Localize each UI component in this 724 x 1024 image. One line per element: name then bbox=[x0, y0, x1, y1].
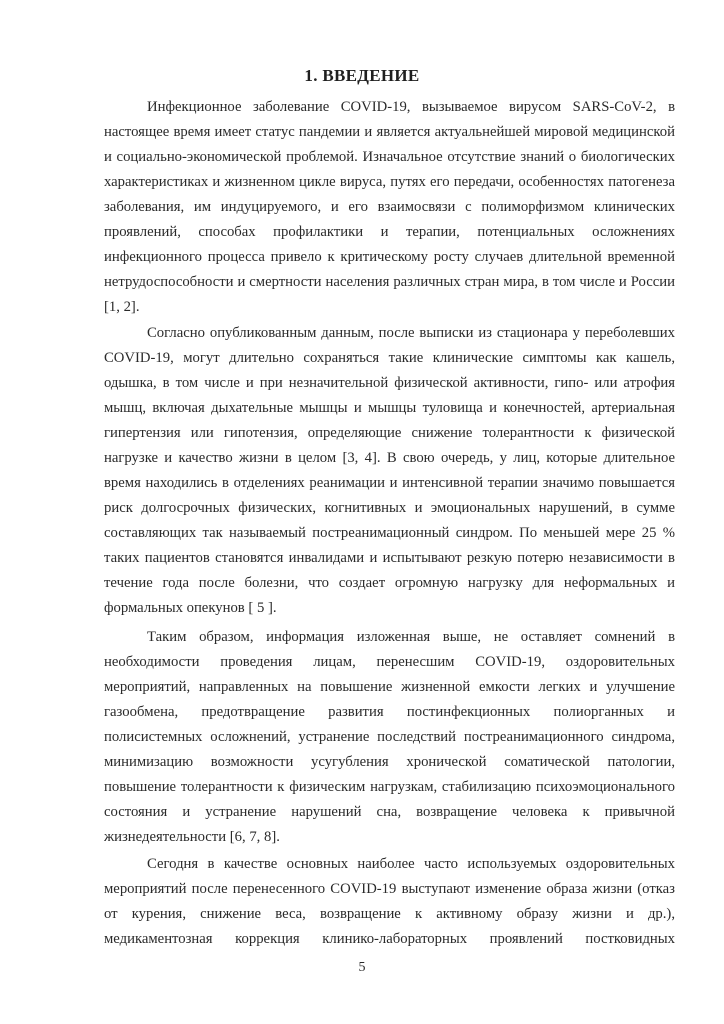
text-line: Инфекционное заболевание COVID-19, вызываемое вирусом SARS-CoV-2, в bbox=[147, 99, 675, 115]
text-line: течение года после болезни, что создает огромную нагрузку для неформальных и bbox=[104, 575, 675, 591]
text-line: мероприятий, направленных на повышение жизненной емкости легких и улучшение bbox=[104, 679, 675, 695]
text-line: проявлений, способах профилактики и терапии, потенциальных осложнениях bbox=[104, 224, 675, 240]
text-line: таких пациентов становятся инвалидами и испытывают резкую потерю независимости в bbox=[104, 550, 675, 566]
text-line: нетрудоспособности и смертности населения различных стран мира, в том числе и России bbox=[104, 274, 675, 290]
text-line: минимизацию возможности усугубления хронической соматической патологии, bbox=[104, 754, 675, 770]
text-line: состояния и устранение нарушений сна, возвращение человека к привычной bbox=[104, 804, 675, 820]
text-line: формальных опекунов [ 5 ]. bbox=[104, 600, 277, 616]
text-line: от курения, снижение веса, возвращение к активному образу жизни и др.), bbox=[104, 906, 675, 922]
text-line: медикаментозная коррекция клинико-лабораторных проявлений постковидных bbox=[104, 931, 675, 947]
text-line: повышение толерантности к физическим нагрузкам, стабилизацию психоэмоционального bbox=[104, 779, 675, 795]
text-line: жизнедеятельности [6, 7, 8]. bbox=[104, 829, 280, 845]
text-line: одышка, в том числе и при незначительной физической активности, гипо- или атрофия bbox=[104, 375, 675, 391]
text-line: Таким образом, информация изложенная выше, не оставляет сомнений в bbox=[147, 629, 675, 645]
text-line: [1, 2]. bbox=[104, 299, 140, 315]
text-line: мышц, включая дыхательные мышцы и мышцы туловища и конечностей, артериальная bbox=[104, 400, 675, 416]
text-line: время находились в отделениях реанимации и интенсивной терапии значимо повышается bbox=[104, 475, 675, 491]
text-line: мероприятий после перенесенного COVID-19 выступают изменение образа жизни (отказ bbox=[104, 881, 675, 897]
text-line: составляющих так называемый постреанимационный синдром. По меньшей мере 25 % bbox=[104, 525, 675, 541]
page-number: 5 bbox=[358, 960, 366, 975]
text-line: характеристиках и жизненном цикле вируса, путях его передачи, особенностях патогенеза bbox=[104, 174, 675, 190]
text-line: заболевания, им индуцируемого, и его взаимосвязи с полиморфизмом клинических bbox=[104, 199, 675, 215]
text-line: и социально-экономической проблемой. Изначальное отсутствие знаний о биологических bbox=[104, 149, 675, 165]
text-line: нагрузке и качество жизни в целом [3, 4]. В свою очередь, у лиц, которые длительное bbox=[104, 450, 675, 466]
text-line: газообмена, предотвращение развития постинфекционных полиорганных и bbox=[104, 704, 675, 720]
text-line: необходимости проведения лицам, перенесшим COVID-19, оздоровительных bbox=[104, 654, 675, 670]
text-line: настоящее время имеет статус пандемии и является актуальнейшей мировой медицинской bbox=[104, 124, 675, 140]
section-heading: 1. ВВЕДЕНИЕ bbox=[304, 66, 420, 85]
text-line: COVID-19, могут длительно сохраняться такие клинические симптомы как кашель, bbox=[104, 350, 675, 366]
text-line: Сегодня в качестве основных наиболее часто используемых оздоровительных bbox=[147, 856, 675, 872]
text-line: полисистемных осложнений, устранение последствий постреанимационного синдрома, bbox=[104, 729, 675, 745]
text-line: инфекционного процесса привело к критическому росту случаев длительной временной bbox=[104, 249, 675, 265]
text-line: риск долгосрочных физических, когнитивных и эмоциональных нарушений, в сумме bbox=[104, 500, 675, 516]
text-line: Согласно опубликованным данным, после выписки из стационара у переболевших bbox=[147, 325, 675, 341]
text-line: гипертензия или гипотензия, определяющие снижение толерантности к физической bbox=[104, 425, 675, 441]
